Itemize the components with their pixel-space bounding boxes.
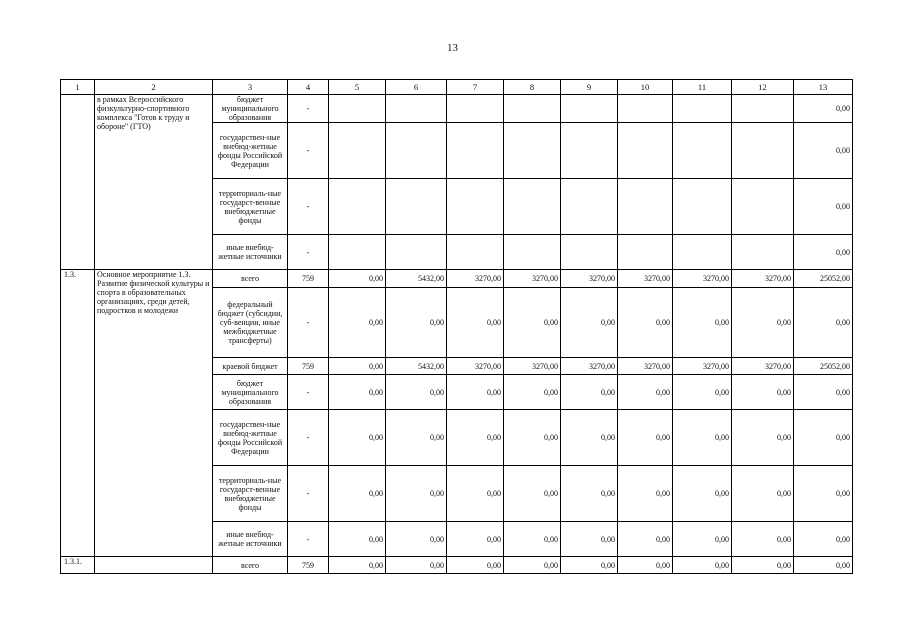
amount-cell: 25052,00 xyxy=(794,270,853,288)
amount-cell xyxy=(732,235,794,270)
amount-cell: 0,00 xyxy=(504,466,561,522)
amount-cell xyxy=(386,179,447,235)
amount-cell: 0,00 xyxy=(447,288,504,358)
column-header: 7 xyxy=(447,80,504,95)
amount-cell: 0,00 xyxy=(504,288,561,358)
grbs-code-cell: - xyxy=(288,288,329,358)
table-row xyxy=(61,270,853,288)
amount-cell: 0,00 xyxy=(673,557,732,574)
amount-cell xyxy=(561,123,618,179)
amount-cell xyxy=(447,123,504,179)
amount-cell: 0,00 xyxy=(732,466,794,522)
amount-cell xyxy=(561,179,618,235)
amount-cell: 0,00 xyxy=(447,375,504,410)
amount-cell: 3270,00 xyxy=(504,270,561,288)
amount-cell: 0,00 xyxy=(561,375,618,410)
funding-source-cell: территориаль-ные государст-венные внебюджетные фонды xyxy=(213,179,288,235)
column-header: 5 xyxy=(329,80,386,95)
amount-cell xyxy=(504,179,561,235)
column-header: 13 xyxy=(794,80,853,95)
amount-cell: 0,00 xyxy=(618,288,673,358)
amount-cell: 3270,00 xyxy=(618,358,673,375)
amount-cell: 3270,00 xyxy=(504,358,561,375)
grbs-code-cell: - xyxy=(288,95,329,123)
amount-cell xyxy=(561,95,618,123)
amount-cell: 0,00 xyxy=(386,410,447,466)
amount-cell: 0,00 xyxy=(329,270,386,288)
amount-cell xyxy=(447,179,504,235)
amount-cell: 0,00 xyxy=(329,557,386,574)
grbs-code-cell: - xyxy=(288,410,329,466)
column-header: 3 xyxy=(213,80,288,95)
amount-cell: 0,00 xyxy=(386,522,447,557)
amount-cell xyxy=(447,95,504,123)
column-header: 2 xyxy=(95,80,213,95)
amount-cell: 0,00 xyxy=(561,288,618,358)
grbs-code-cell: - xyxy=(288,123,329,179)
funding-source-cell: всего xyxy=(213,557,288,574)
funding-source-cell: государствен-ные внебюд-жетные фонды Российской Федерации xyxy=(213,410,288,466)
column-header: 9 xyxy=(561,80,618,95)
amount-cell: 5432,00 xyxy=(386,358,447,375)
column-header: 8 xyxy=(504,80,561,95)
amount-cell xyxy=(447,235,504,270)
amount-cell xyxy=(504,95,561,123)
amount-cell: 25052,00 xyxy=(794,358,853,375)
amount-cell: 0,00 xyxy=(673,288,732,358)
amount-cell: 3270,00 xyxy=(561,270,618,288)
amount-cell: 0,00 xyxy=(794,410,853,466)
amount-cell: 3270,00 xyxy=(447,358,504,375)
amount-cell: 0,00 xyxy=(447,557,504,574)
amount-cell: 0,00 xyxy=(386,288,447,358)
table-header xyxy=(61,80,853,95)
item-code-cell xyxy=(61,95,95,270)
amount-cell: 3270,00 xyxy=(732,270,794,288)
amount-cell: 0,00 xyxy=(673,466,732,522)
amount-cell: 3270,00 xyxy=(732,358,794,375)
amount-cell: 0,00 xyxy=(329,358,386,375)
amount-cell xyxy=(561,235,618,270)
page-number: 13 xyxy=(447,42,458,54)
funding-source-cell: краевой бюджет xyxy=(213,358,288,375)
amount-cell: 0,00 xyxy=(618,522,673,557)
amount-cell: 0,00 xyxy=(618,410,673,466)
header-row xyxy=(61,80,853,95)
grbs-code-cell: - xyxy=(288,179,329,235)
amount-cell: 0,00 xyxy=(732,375,794,410)
column-header: 1 xyxy=(61,80,95,95)
amount-cell: 0,00 xyxy=(794,557,853,574)
amount-cell: 0,00 xyxy=(447,410,504,466)
amount-cell: 0,00 xyxy=(794,288,853,358)
amount-cell xyxy=(673,235,732,270)
column-header: 6 xyxy=(386,80,447,95)
column-header: 12 xyxy=(732,80,794,95)
amount-cell xyxy=(618,179,673,235)
column-header: 11 xyxy=(673,80,732,95)
amount-cell xyxy=(732,123,794,179)
amount-cell: 0,00 xyxy=(794,95,853,123)
amount-cell: 0,00 xyxy=(329,288,386,358)
amount-cell: 3270,00 xyxy=(561,358,618,375)
funding-source-cell: государствен-ные внебюд-жетные фонды Российской Федерации xyxy=(213,123,288,179)
amount-cell: 0,00 xyxy=(794,235,853,270)
item-code-cell: 1.3. xyxy=(61,270,95,557)
amount-cell: 0,00 xyxy=(329,522,386,557)
amount-cell xyxy=(329,235,386,270)
grbs-code-cell: - xyxy=(288,235,329,270)
amount-cell: 0,00 xyxy=(794,123,853,179)
amount-cell: 0,00 xyxy=(732,522,794,557)
amount-cell xyxy=(504,235,561,270)
column-header: 4 xyxy=(288,80,329,95)
amount-cell: 0,00 xyxy=(386,466,447,522)
table-row xyxy=(61,95,853,123)
amount-cell: 0,00 xyxy=(794,522,853,557)
funding-source-cell: иные внебюд-жетные источники xyxy=(213,522,288,557)
item-name-cell: в рамках Всероссийского физкультурно-спортивного комплекса "Готов к труду и обороне" (ГТО) xyxy=(95,95,213,270)
funding-source-cell: территориаль-ные государст-венные внебюджетные фонды xyxy=(213,466,288,522)
amount-cell: 0,00 xyxy=(794,466,853,522)
amount-cell: 0,00 xyxy=(386,557,447,574)
amount-cell: 0,00 xyxy=(561,410,618,466)
item-code-cell: 1.3.1. xyxy=(61,557,95,574)
amount-cell xyxy=(329,95,386,123)
amount-cell xyxy=(618,95,673,123)
amount-cell: 0,00 xyxy=(504,375,561,410)
amount-cell: 0,00 xyxy=(618,557,673,574)
amount-cell: 5432,00 xyxy=(386,270,447,288)
amount-cell xyxy=(386,123,447,179)
amount-cell xyxy=(673,95,732,123)
amount-cell: 0,00 xyxy=(673,375,732,410)
amount-cell: 3270,00 xyxy=(618,270,673,288)
item-name-cell: Основное мероприятие 1.3. Развитие физической культуры и спорта в образовательных организациях, среди детей, подростков и молодежи xyxy=(95,270,213,557)
grbs-code-cell: - xyxy=(288,375,329,410)
amount-cell: 0,00 xyxy=(561,466,618,522)
amount-cell: 0,00 xyxy=(732,557,794,574)
amount-cell: 0,00 xyxy=(504,410,561,466)
amount-cell: 0,00 xyxy=(561,522,618,557)
amount-cell xyxy=(329,179,386,235)
grbs-code-cell: - xyxy=(288,466,329,522)
amount-cell: 0,00 xyxy=(329,410,386,466)
amount-cell: 0,00 xyxy=(618,466,673,522)
amount-cell: 0,00 xyxy=(329,466,386,522)
amount-cell xyxy=(386,235,447,270)
table-body xyxy=(61,95,853,574)
amount-cell: 0,00 xyxy=(794,375,853,410)
item-name-cell xyxy=(95,557,213,574)
amount-cell: 0,00 xyxy=(561,557,618,574)
amount-cell xyxy=(732,95,794,123)
funding-source-cell: бюджет муниципального образования xyxy=(213,95,288,123)
amount-cell: 0,00 xyxy=(447,522,504,557)
amount-cell: 0,00 xyxy=(386,375,447,410)
amount-cell xyxy=(504,123,561,179)
amount-cell: 3270,00 xyxy=(673,358,732,375)
amount-cell: 0,00 xyxy=(618,375,673,410)
grbs-code-cell: 759 xyxy=(288,270,329,288)
table-row xyxy=(61,557,853,574)
budget-table xyxy=(60,79,853,574)
amount-cell xyxy=(673,123,732,179)
amount-cell xyxy=(618,235,673,270)
grbs-code-cell: 759 xyxy=(288,557,329,574)
amount-cell xyxy=(673,179,732,235)
amount-cell: 0,00 xyxy=(329,375,386,410)
amount-cell: 3270,00 xyxy=(447,270,504,288)
funding-source-cell: иные внебюд-жетные источники xyxy=(213,235,288,270)
amount-cell: 0,00 xyxy=(504,557,561,574)
amount-cell xyxy=(618,123,673,179)
funding-source-cell: бюджет муниципального образования xyxy=(213,375,288,410)
grbs-code-cell: 759 xyxy=(288,358,329,375)
grbs-code-cell: - xyxy=(288,522,329,557)
column-header: 10 xyxy=(618,80,673,95)
amount-cell: 0,00 xyxy=(673,522,732,557)
amount-cell: 0,00 xyxy=(732,410,794,466)
amount-cell: 0,00 xyxy=(732,288,794,358)
amount-cell xyxy=(732,179,794,235)
amount-cell: 0,00 xyxy=(673,410,732,466)
amount-cell: 0,00 xyxy=(447,466,504,522)
amount-cell xyxy=(386,95,447,123)
amount-cell: 0,00 xyxy=(794,179,853,235)
amount-cell: 0,00 xyxy=(504,522,561,557)
funding-source-cell: федеральный бюджет (субсидии, суб-венции, иные межбюджетные трансферты) xyxy=(213,288,288,358)
amount-cell: 3270,00 xyxy=(673,270,732,288)
funding-source-cell: всего xyxy=(213,270,288,288)
amount-cell xyxy=(329,123,386,179)
